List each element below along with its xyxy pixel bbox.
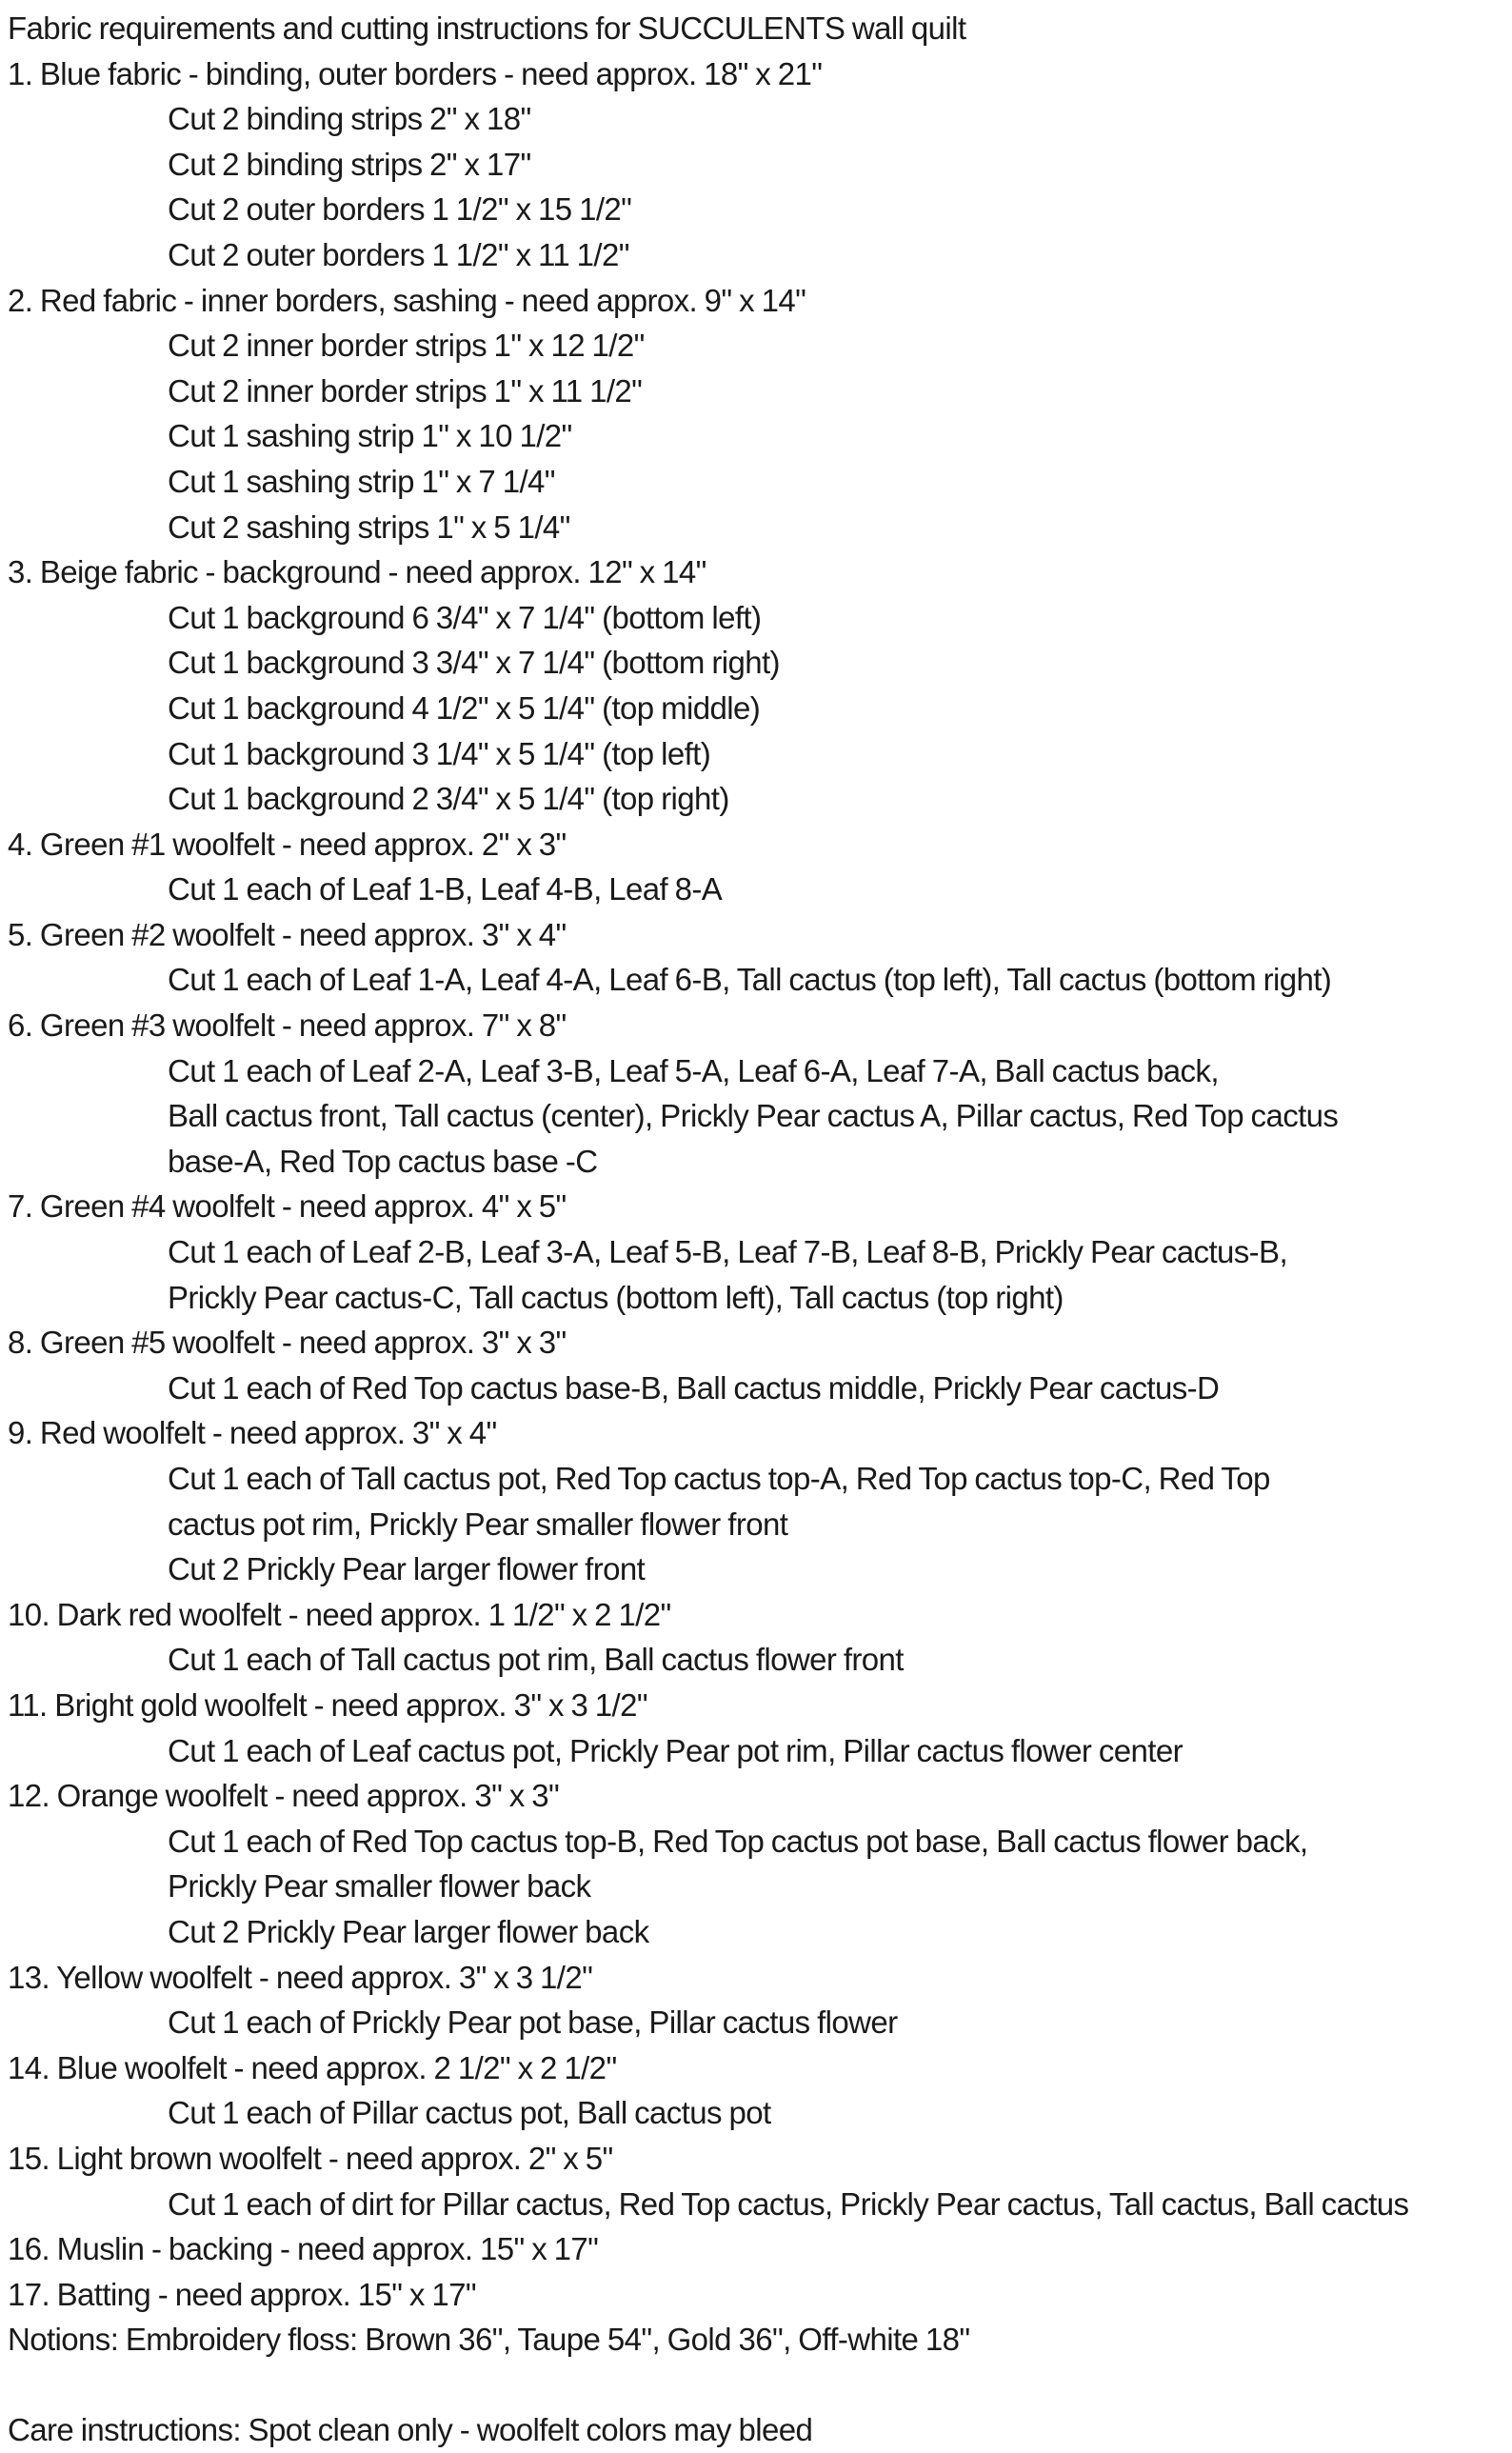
notions-line: Notions: Embroidery floss: Brown 36", Taupe 54", Gold 36", Off-white 18": [8, 2322, 970, 2358]
fabric-item: [8, 1320, 1504, 1410]
fabric-heading: 7. Green #4 woolfelt - need approx. 4" x 5": [8, 1188, 567, 1225]
fabric-item: [8, 1773, 1504, 1954]
cut-instruction: Cut 1 each of Leaf 1-B, Leaf 4-B, Leaf 8-A: [168, 871, 723, 907]
cut-instruction: Cut 2 inner border strips 1" x 11 1/2": [168, 372, 643, 409]
cut-instruction: Cut 2 outer borders 1 1/2" x 11 1/2": [168, 236, 629, 272]
fabric-item: [8, 2226, 1504, 2272]
fabric-heading: 5. Green #2 woolfelt - need approx. 3" x 4": [8, 916, 567, 952]
cut-instruction: Cut 1 sashing strip 1" x 7 1/4": [168, 463, 555, 499]
fabric-item: [8, 2136, 1504, 2226]
cut-instruction: Cut 1 background 2 3/4" x 5 1/4" (top right): [168, 781, 729, 817]
cut-instruction: cactus pot rim, Prickly Pear smaller flower front: [168, 1506, 788, 1542]
fabric-heading: 16. Muslin - backing - need approx. 15" x 17": [8, 2231, 599, 2267]
cut-instruction: Cut 1 each of Red Top cactus base-B, Ball cactus middle, Prickly Pear cactus-D: [168, 1369, 1220, 1406]
spacer: [8, 2363, 1504, 2408]
document-title: Fabric requirements and cutting instructions for SUCCULENTS wall quilt: [8, 10, 966, 46]
cut-instruction: Ball cactus front, Tall cactus (center), Prickly Pear cactus A, Pillar cactus, Red Top cactus: [168, 1098, 1339, 1134]
fabric-heading: 2. Red fabric - inner borders, sashing - need approx. 9" x 14": [8, 282, 806, 318]
cut-instruction: Cut 2 outer borders 1 1/2" x 15 1/2": [168, 191, 632, 228]
cut-instruction: Prickly Pear smaller flower back: [168, 1868, 591, 1905]
cut-instruction: Prickly Pear cactus-C, Tall cactus (bottom left), Tall cactus (top right): [168, 1279, 1064, 1315]
cut-instruction: Cut 1 each of Pillar cactus pot, Ball cactus pot: [168, 2095, 771, 2131]
fabric-heading: 17. Batting - need approx. 15" x 17": [8, 2276, 477, 2312]
fabric-heading: 10. Dark red woolfelt - need approx. 1 1/2" x 2 1/2": [8, 1596, 671, 1632]
fabric-heading: 6. Green #3 woolfelt - need approx. 7" x 8": [8, 1007, 567, 1044]
fabric-item: [8, 549, 1504, 822]
fabric-item: [8, 51, 1504, 278]
fabric-item: [8, 1683, 1504, 1773]
fabric-item: [8, 912, 1504, 1003]
cut-instruction: Cut 1 each of dirt for Pillar cactus, Red Top cactus, Prickly Pear cactus, Tall cactus, Ball cactus: [168, 2185, 1409, 2222]
cut-instruction: Cut 2 binding strips 2" x 18": [168, 101, 531, 137]
fabric-item: [8, 2272, 1504, 2318]
cut-instruction: Cut 1 background 6 3/4" x 7 1/4" (bottom left): [168, 599, 762, 635]
cut-instruction: Cut 2 Prickly Pear larger flower front: [168, 1551, 646, 1587]
fabric-list: [8, 51, 1504, 2318]
fabric-heading: 11. Bright gold woolfelt - need approx. 3" x 3 1/2": [8, 1686, 647, 1723]
fabric-heading: 9. Red woolfelt - need approx. 3" x 4": [8, 1415, 497, 1451]
fabric-item: [8, 1955, 1504, 2045]
fabric-heading: 14. Blue woolfelt - need approx. 2 1/2" x 2 1/2": [8, 2049, 617, 2085]
cut-instruction: Cut 1 background 3 1/4" x 5 1/4" (top left): [168, 735, 711, 771]
cut-instruction: Cut 2 sashing strips 1" x 5 1/4": [168, 509, 570, 545]
fabric-item: [8, 1184, 1504, 1320]
cut-instruction: Cut 2 inner border strips 1" x 12 1/2": [168, 328, 645, 364]
cut-instruction: Cut 1 each of Red Top cactus top-B, Red Top cactus pot base, Ball cactus flower back,: [168, 1823, 1308, 1859]
cutting-instructions-document: [8, 6, 1504, 2453]
fabric-item: [8, 1410, 1504, 1591]
cut-instruction: Cut 1 each of Leaf cactus pot, Prickly Pear pot rim, Pillar cactus flower center: [168, 1732, 1183, 1768]
cut-instruction: Cut 1 sashing strip 1" x 10 1/2": [168, 418, 572, 454]
cut-instruction: Cut 1 background 4 1/2" x 5 1/4" (top middle): [168, 689, 761, 726]
cut-instruction: Cut 1 each of Leaf 2-A, Leaf 3-B, Leaf 5-A, Leaf 6-A, Leaf 7-A, Ball cactus back,: [168, 1052, 1219, 1088]
cut-instruction: Cut 1 background 3 3/4" x 7 1/4" (bottom right): [168, 645, 780, 681]
fabric-heading: 8. Green #5 woolfelt - need approx. 3" x 3": [8, 1325, 567, 1361]
fabric-item: [8, 822, 1504, 912]
cut-instruction: Cut 1 each of Leaf 2-B, Leaf 3-A, Leaf 5-B, Leaf 7-B, Leaf 8-B, Prickly Pear cactus-B,: [168, 1234, 1288, 1270]
fabric-heading: 12. Orange woolfelt - need approx. 3" x 3": [8, 1778, 560, 1814]
cut-instruction: Cut 2 binding strips 2" x 17": [168, 146, 531, 182]
cut-instruction: Cut 1 each of Prickly Pear pot base, Pillar cactus flower: [168, 2004, 898, 2041]
fabric-item: [8, 278, 1504, 550]
fabric-heading: 13. Yellow woolfelt - need approx. 3" x 3 1/2": [8, 1959, 593, 1995]
cut-instruction: Cut 1 each of Leaf 1-A, Leaf 4-A, Leaf 6-B, Tall cactus (top left), Tall cactus (bottom right): [168, 962, 1332, 998]
fabric-item: [8, 2045, 1504, 2136]
fabric-heading: 4. Green #1 woolfelt - need approx. 2" x 3": [8, 826, 567, 862]
cut-instruction: Cut 2 Prickly Pear larger flower back: [168, 1913, 649, 1949]
fabric-item: [8, 1592, 1504, 1683]
care-instructions: Care instructions: Spot clean only - woolfelt colors may bleed: [8, 2412, 813, 2448]
fabric-heading: 3. Beige fabric - background - need approx. 12" x 14": [8, 554, 706, 590]
cut-instruction: Cut 1 each of Tall cactus pot, Red Top cactus top-A, Red Top cactus top-C, Red Top: [168, 1461, 1270, 1496]
cut-instruction: Cut 1 each of Tall cactus pot rim, Ball cactus flower front: [168, 1642, 904, 1678]
fabric-heading: 1. Blue fabric - binding, outer borders - need approx. 18" x 21": [8, 55, 823, 91]
fabric-heading: 15. Light brown woolfelt - need approx. 2" x 5": [8, 2140, 613, 2176]
cut-instruction: base-A, Red Top cactus base -C: [168, 1143, 598, 1179]
fabric-item: [8, 1003, 1504, 1184]
